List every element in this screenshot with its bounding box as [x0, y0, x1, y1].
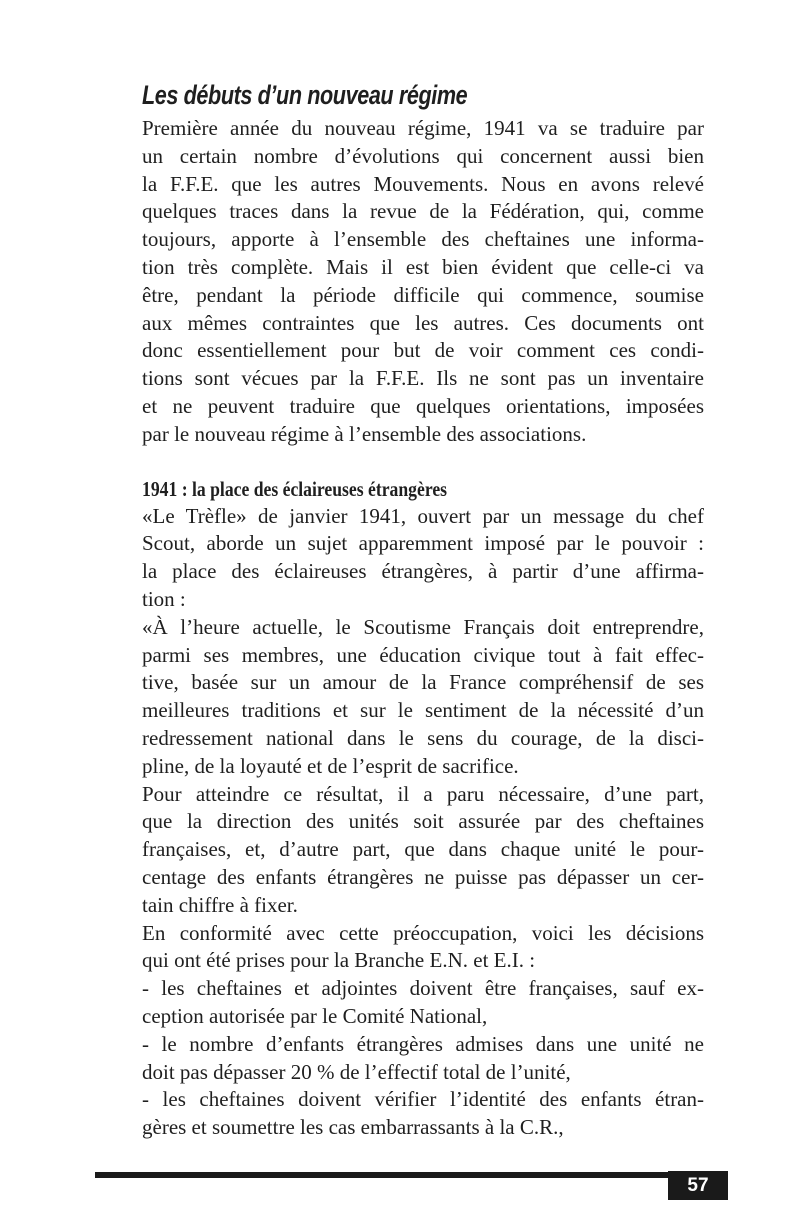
footer-rule — [95, 1172, 668, 1178]
text-line: - le nombre d’enfants étrangères admises dans une unité ne — [142, 1031, 704, 1056]
text-line: tion très complète. Mais il est bien évident que celle-ci va — [142, 254, 704, 279]
page-number-box — [668, 1171, 728, 1200]
text-line: la place des éclaireuses étrangères, à partir d’une affirma- — [142, 559, 704, 584]
text-line: ception autorisée par le Comité National, — [142, 1003, 488, 1028]
text-line: que la direction des unités soit assurée par des cheftaines — [142, 809, 704, 834]
text-line: aux mêmes contraintes que les autres. Ces documents ont — [142, 310, 704, 335]
text-line: et ne peuvent traduire que quelques orientations, imposées — [142, 393, 704, 418]
text-line: tive, basée sur un amour de la France compréhensif de ses — [142, 670, 704, 695]
text-line: donc essentiellement pour but de voir comment ces condi- — [142, 338, 704, 363]
text-line: pline, de la loyauté et de l’esprit de sacrifice. — [142, 753, 519, 778]
text-line: parmi ses membres, une éducation civique tout à fait effec- — [142, 642, 704, 667]
text-line: doit pas dépasser 20 % de l’effectif total de l’unité, — [142, 1059, 571, 1084]
text-line: qui ont été prises pour la Branche E.N. et E.I. : — [142, 948, 536, 973]
text-line: - les cheftaines et adjointes doivent être françaises, sauf ex- — [142, 976, 704, 1001]
text-line: tion : — [142, 586, 186, 611]
text-line: par le nouveau régime à l’ensemble des associations. — [142, 421, 587, 446]
text-line: un certain nombre d’évolutions qui concernent aussi bien — [142, 143, 704, 168]
text-line: En conformité avec cette préoccupation, voici les décisions — [142, 920, 704, 945]
page-number: 57 — [687, 1174, 709, 1196]
text-line: quelques traces dans la revue de la Fédération, qui, comme — [142, 199, 704, 224]
text-line: redressement national dans le sens du courage, de la disci- — [142, 725, 704, 750]
text-line: Première année du nouveau régime, 1941 va se traduire par — [142, 116, 704, 140]
text-column — [142, 79, 704, 1142]
text-line: françaises, et, d’autre part, que dans chaque unité le pour- — [142, 837, 704, 862]
text-line: la F.F.E. que les autres Mouvements. Nous en avons relevé — [142, 171, 704, 196]
paragraph-2 — [142, 503, 704, 1142]
text-line: être, pendant la période difficile qui commence, soumise — [142, 282, 704, 307]
text-line: toujours, apporte à l’ensemble des cheftaines une informa- — [142, 227, 704, 252]
text-line: gères et soumettre les cas embarrassants à la C.R., — [142, 1115, 564, 1140]
text-line: Scout, aborde un sujet apparemment imposé par le pouvoir : — [142, 531, 704, 556]
text-line: centage des enfants étrangères ne puisse pas dépasser un cer- — [142, 864, 704, 889]
text-line: tions sont vécues par la F.F.E. Ils ne sont pas un inventaire — [142, 366, 704, 391]
text-line: «À l’heure actuelle, le Scoutisme Français doit entreprendre, — [142, 614, 704, 639]
text-line: - les cheftaines doivent vérifier l’identité des enfants étran- — [142, 1087, 704, 1112]
text-line: meilleures traditions et sur le sentiment de la nécessité d’un — [142, 698, 704, 723]
section-heading: 1941 : la place des éclaireuses étrangères — [142, 476, 448, 501]
text-line: tain chiffre à fixer. — [142, 892, 298, 917]
text-line: Pour atteindre ce résultat, il a paru nécessaire, d’une part, — [142, 781, 704, 806]
page-title: Les débuts d’un nouveau régime — [142, 80, 468, 110]
text-line: «Le Trèfle» de janvier 1941, ouvert par un message du chef — [142, 503, 704, 528]
paragraph-1 — [142, 115, 704, 449]
